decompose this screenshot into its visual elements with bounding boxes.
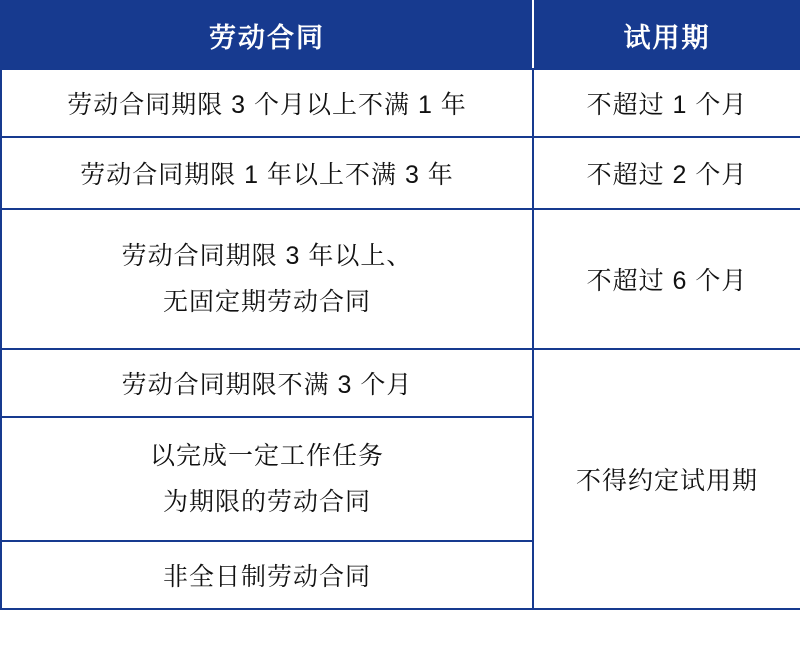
cell-text-line: 以完成一定工作任务 xyxy=(149,441,384,470)
column-header-probation: 试用期 xyxy=(533,1,800,69)
table-header xyxy=(1,1,800,69)
table-row xyxy=(1,69,800,137)
cell-probation-period: 不超过 6 个月 xyxy=(533,209,800,349)
cell-text-line: 无固定期劳动合同 xyxy=(162,288,371,316)
cell-contract-term: 劳动合同期限不满 3 个月 xyxy=(1,349,533,417)
column-header-contract: 劳动合同 xyxy=(1,1,533,69)
table-body xyxy=(1,69,800,609)
cell-probation-period-merged: 不得约定试用期 xyxy=(533,349,800,609)
cell-probation-period: 不超过 2 个月 xyxy=(533,137,800,209)
cell-contract-term xyxy=(1,209,533,349)
cell-text-line: 为期限的劳动合同 xyxy=(162,488,371,516)
table-header-row xyxy=(1,1,800,69)
table-row xyxy=(1,137,800,209)
cell-contract-term: 非全日制劳动合同 xyxy=(1,541,533,609)
cell-contract-term: 劳动合同期限 1 年以上不满 3 年 xyxy=(1,137,533,209)
cell-text-line: 劳动合同期限 3 年以上、 xyxy=(121,241,413,270)
cell-contract-term xyxy=(1,417,533,541)
cell-contract-term: 劳动合同期限 3 个月以上不满 1 年 xyxy=(1,69,533,137)
cell-probation-period: 不超过 1 个月 xyxy=(533,69,800,137)
table-row xyxy=(1,209,800,349)
table-row xyxy=(1,349,800,417)
